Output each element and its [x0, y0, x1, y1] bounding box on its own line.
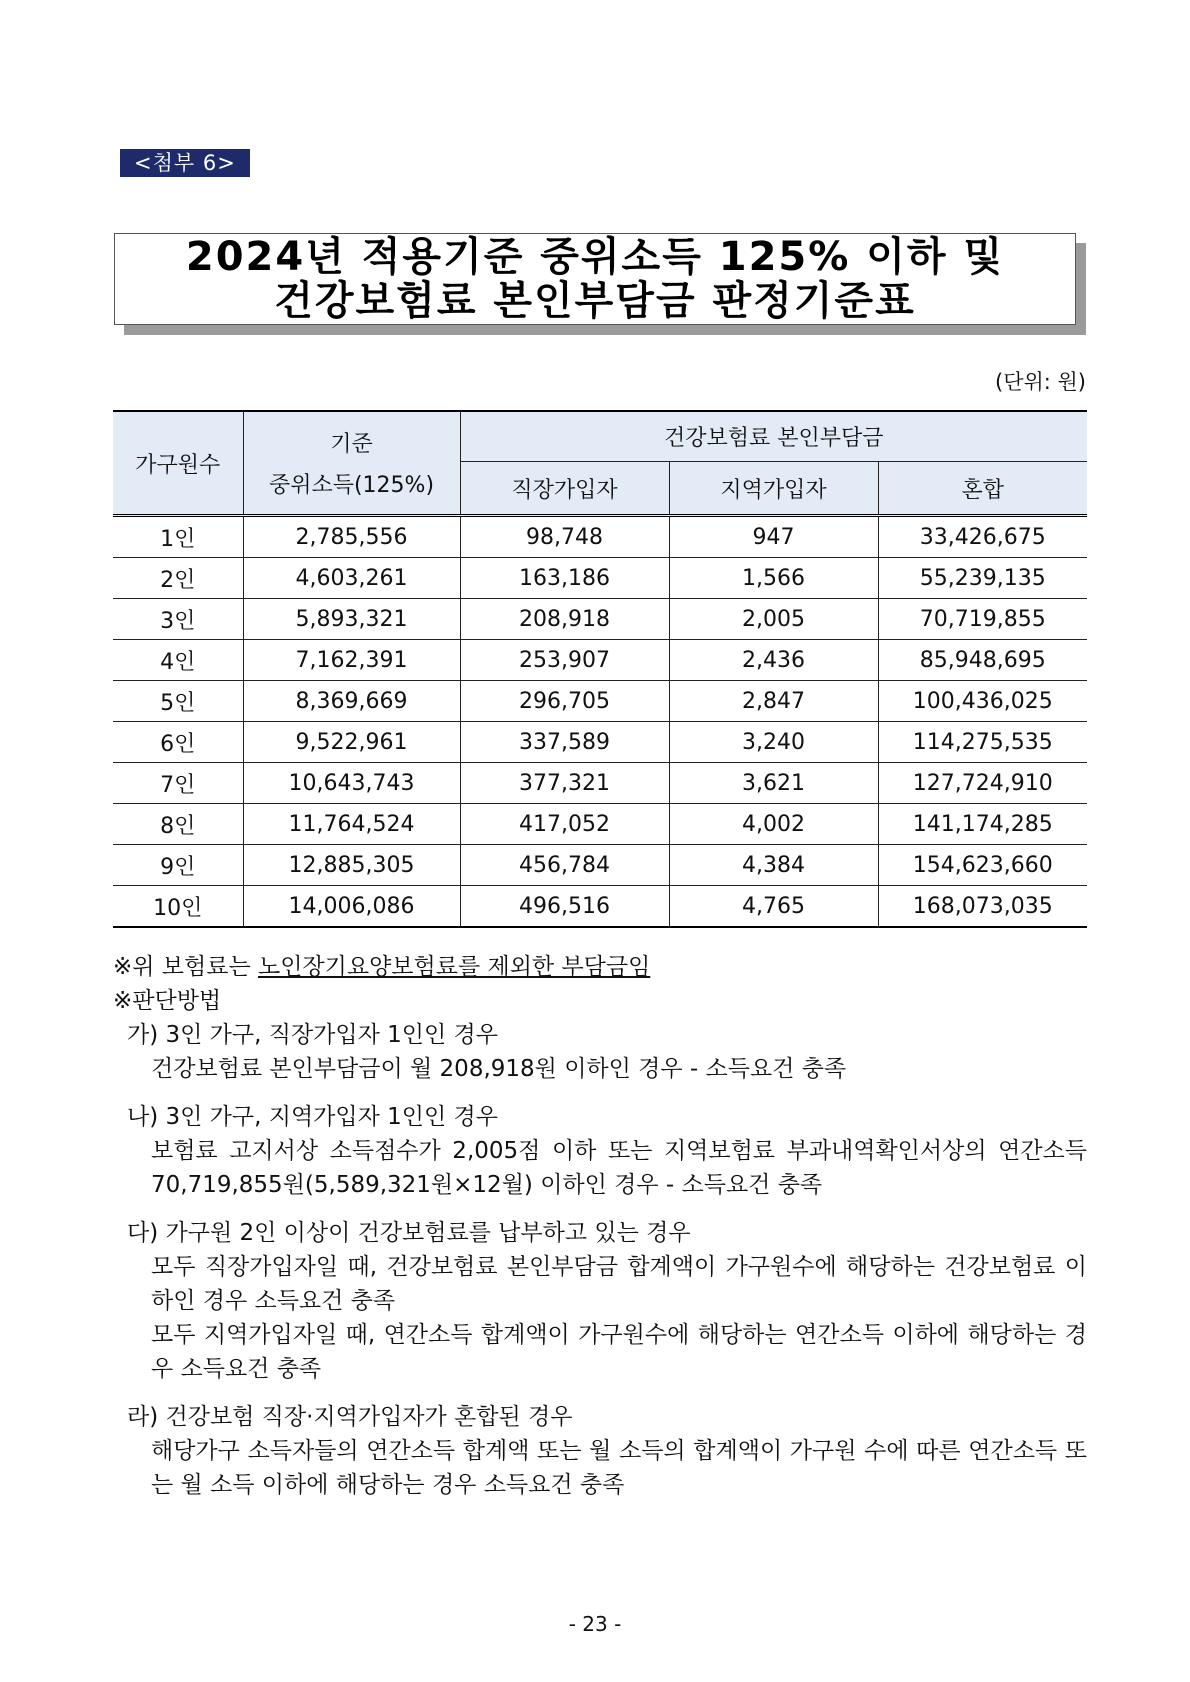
cell-workplace: 456,784	[460, 845, 669, 886]
cell-median-income: 9,522,961	[243, 722, 460, 763]
table-row	[113, 845, 1087, 886]
header-mixed: 혼합	[878, 462, 1087, 516]
title-box	[114, 233, 1076, 325]
header-workplace: 직장가입자	[460, 462, 669, 516]
header-household: 가구원수	[113, 411, 243, 516]
cell-regional: 1,566	[669, 558, 878, 599]
table-row	[113, 804, 1087, 845]
header-income	[243, 411, 460, 516]
cell-regional: 4,384	[669, 845, 878, 886]
cell-workplace: 208,918	[460, 599, 669, 640]
cell-household: 3인	[113, 599, 243, 640]
cell-mixed: 114,275,535	[878, 722, 1087, 763]
cell-mixed: 100,436,025	[878, 681, 1087, 722]
cell-median-income: 11,764,524	[243, 804, 460, 845]
method-section-body: 모두 지역가입자일 때, 연간소득 합계액이 가구원수에 해당하는 연간소득 이하에 해당하는 경우 소득요건 충족	[151, 1322, 1087, 1382]
method-section	[113, 1216, 1087, 1386]
title-line-1: 2024년 적용기준 중위소득 125% 이하 및	[185, 234, 1005, 280]
cell-mixed: 168,073,035	[878, 886, 1087, 928]
cell-household: 1인	[113, 516, 243, 558]
table-row	[113, 886, 1087, 928]
method-section-body: 해당가구 소득자들의 연간소득 합계액 또는 월 소득의 합계액이 가구원 수에 따른 연간소득 또는 월 소득 이하에 해당하는 경우 소득요건 충족	[151, 1438, 1087, 1498]
method-section-heading: 라) 건강보험 직장·지역가입자가 혼합된 경우	[127, 1404, 573, 1430]
cell-median-income: 7,162,391	[243, 640, 460, 681]
note-exclusion	[113, 950, 1087, 984]
cell-workplace: 296,705	[460, 681, 669, 722]
table-row	[113, 599, 1087, 640]
method-section-heading: 나) 3인 가구, 지역가입자 1인인 경우	[127, 1104, 498, 1130]
method-section	[113, 1400, 1087, 1502]
cell-regional: 2,436	[669, 640, 878, 681]
cell-mixed: 33,426,675	[878, 516, 1087, 558]
table-row	[113, 763, 1087, 804]
cell-mixed: 70,719,855	[878, 599, 1087, 640]
table-row	[113, 681, 1087, 722]
cell-household: 8인	[113, 804, 243, 845]
cell-median-income: 4,603,261	[243, 558, 460, 599]
cell-regional: 2,847	[669, 681, 878, 722]
method-section-heading: 다) 가구원 2인 이상이 건강보험료를 납부하고 있는 경우	[127, 1220, 691, 1246]
method-section-body: 건강보험료 본인부담금이 월 208,918원 이하인 경우 - 소득요건 충족	[151, 1056, 847, 1082]
cell-regional: 3,240	[669, 722, 878, 763]
cell-median-income: 8,369,669	[243, 681, 460, 722]
cell-workplace: 163,186	[460, 558, 669, 599]
cell-mixed: 85,948,695	[878, 640, 1087, 681]
cell-workplace: 98,748	[460, 516, 669, 558]
cell-workplace: 496,516	[460, 886, 669, 928]
title-line-2: 건강보험료 본인부담금 판정기준표	[274, 278, 916, 324]
note-method: ※판단방법	[113, 988, 222, 1014]
method-section-body: 모두 직장가입자일 때, 건강보험료 본인부담금 합계액이 가구원수에 해당하는 건강보험료 이하인 경우 소득요건 충족	[151, 1254, 1087, 1314]
table-row	[113, 640, 1087, 681]
method-section	[113, 1100, 1087, 1202]
notes	[113, 950, 1087, 1502]
cell-workplace: 253,907	[460, 640, 669, 681]
cell-regional: 3,621	[669, 763, 878, 804]
method-sections	[113, 1018, 1087, 1502]
note-exclusion-prefix: ※위 보험료는	[113, 954, 258, 980]
cell-household: 10인	[113, 886, 243, 928]
cell-mixed: 141,174,285	[878, 804, 1087, 845]
cell-household: 5인	[113, 681, 243, 722]
unit-label: (단위: 원)	[995, 370, 1086, 394]
criteria-table	[113, 410, 1087, 928]
method-section	[113, 1018, 1087, 1086]
method-section-heading: 가) 3인 가구, 직장가입자 1인인 경우	[127, 1022, 498, 1048]
method-section-body: 보험료 고지서상 소득점수가 2,005점 이하 또는 지역보험료 부과내역확인서상의 연간소득 70,719,855원(5,589,321원×12월) 이하인 경우 - 소득요건 충족	[151, 1138, 1087, 1198]
cell-mixed: 55,239,135	[878, 558, 1087, 599]
header-premium-group: 건강보험료 본인부담금	[460, 411, 1087, 462]
header-regional: 지역가입자	[669, 462, 878, 516]
table-body	[113, 516, 1087, 928]
cell-household: 2인	[113, 558, 243, 599]
cell-household: 6인	[113, 722, 243, 763]
note-exclusion-underlined: 노인장기요양보험료를 제외한 부담금임	[257, 954, 651, 980]
cell-household: 4인	[113, 640, 243, 681]
cell-median-income: 10,643,743	[243, 763, 460, 804]
cell-median-income: 14,006,086	[243, 886, 460, 928]
cell-median-income: 2,785,556	[243, 516, 460, 558]
title-frame	[114, 233, 1076, 325]
attachment-label: <첨부 6>	[120, 149, 250, 177]
page-number: - 23 -	[568, 1612, 622, 1636]
cell-workplace: 417,052	[460, 804, 669, 845]
table-row	[113, 722, 1087, 763]
cell-household: 9인	[113, 845, 243, 886]
cell-regional: 947	[669, 516, 878, 558]
cell-regional: 4,765	[669, 886, 878, 928]
cell-regional: 2,005	[669, 599, 878, 640]
cell-household: 7인	[113, 763, 243, 804]
header-income-line1: 기준	[330, 432, 373, 457]
cell-mixed: 127,724,910	[878, 763, 1087, 804]
cell-median-income: 5,893,321	[243, 599, 460, 640]
cell-workplace: 377,321	[460, 763, 669, 804]
table-row	[113, 516, 1087, 558]
table-row	[113, 558, 1087, 599]
cell-workplace: 337,589	[460, 722, 669, 763]
cell-mixed: 154,623,660	[878, 845, 1087, 886]
header-income-line2: 중위소득(125%)	[268, 473, 435, 498]
cell-regional: 4,002	[669, 804, 878, 845]
cell-median-income: 12,885,305	[243, 845, 460, 886]
